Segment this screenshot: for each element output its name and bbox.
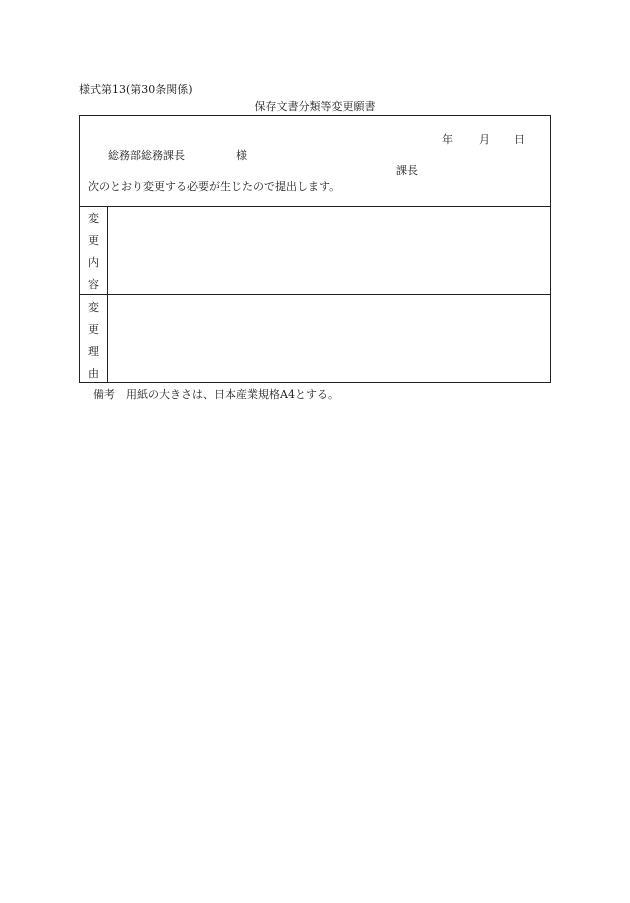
label-char: 変 (88, 212, 99, 225)
label-char: 理 (88, 345, 99, 358)
label-char: 更 (88, 323, 99, 336)
change-content-label (80, 208, 107, 296)
label-char: 内 (88, 256, 99, 269)
date-year-label: 年 (442, 133, 453, 146)
application-form (79, 115, 551, 383)
label-char: 由 (88, 367, 99, 380)
form-title: 保存文書分類等変更願書 (254, 100, 376, 113)
date-month-label: 月 (479, 133, 490, 146)
addressee: 総務部総務課長 (108, 149, 185, 162)
form-number: 様式第13(第30条関係) (79, 83, 193, 96)
change-content-field[interactable] (108, 207, 550, 293)
label-char: 変 (88, 301, 99, 314)
label-char: 更 (88, 234, 99, 247)
change-reason-field[interactable] (108, 295, 550, 382)
date-day-label: 日 (514, 133, 525, 146)
remarks-note: 備考 用紙の大きさは、日本産業規格A4とする。 (93, 388, 339, 401)
honorific: 様 (236, 149, 247, 162)
label-char: 容 (88, 278, 99, 291)
statement-text: 次のとおり変更する必要が生じたので提出します。 (88, 180, 341, 193)
applicant-title: 課長 (396, 164, 418, 177)
change-reason-label (80, 297, 107, 385)
